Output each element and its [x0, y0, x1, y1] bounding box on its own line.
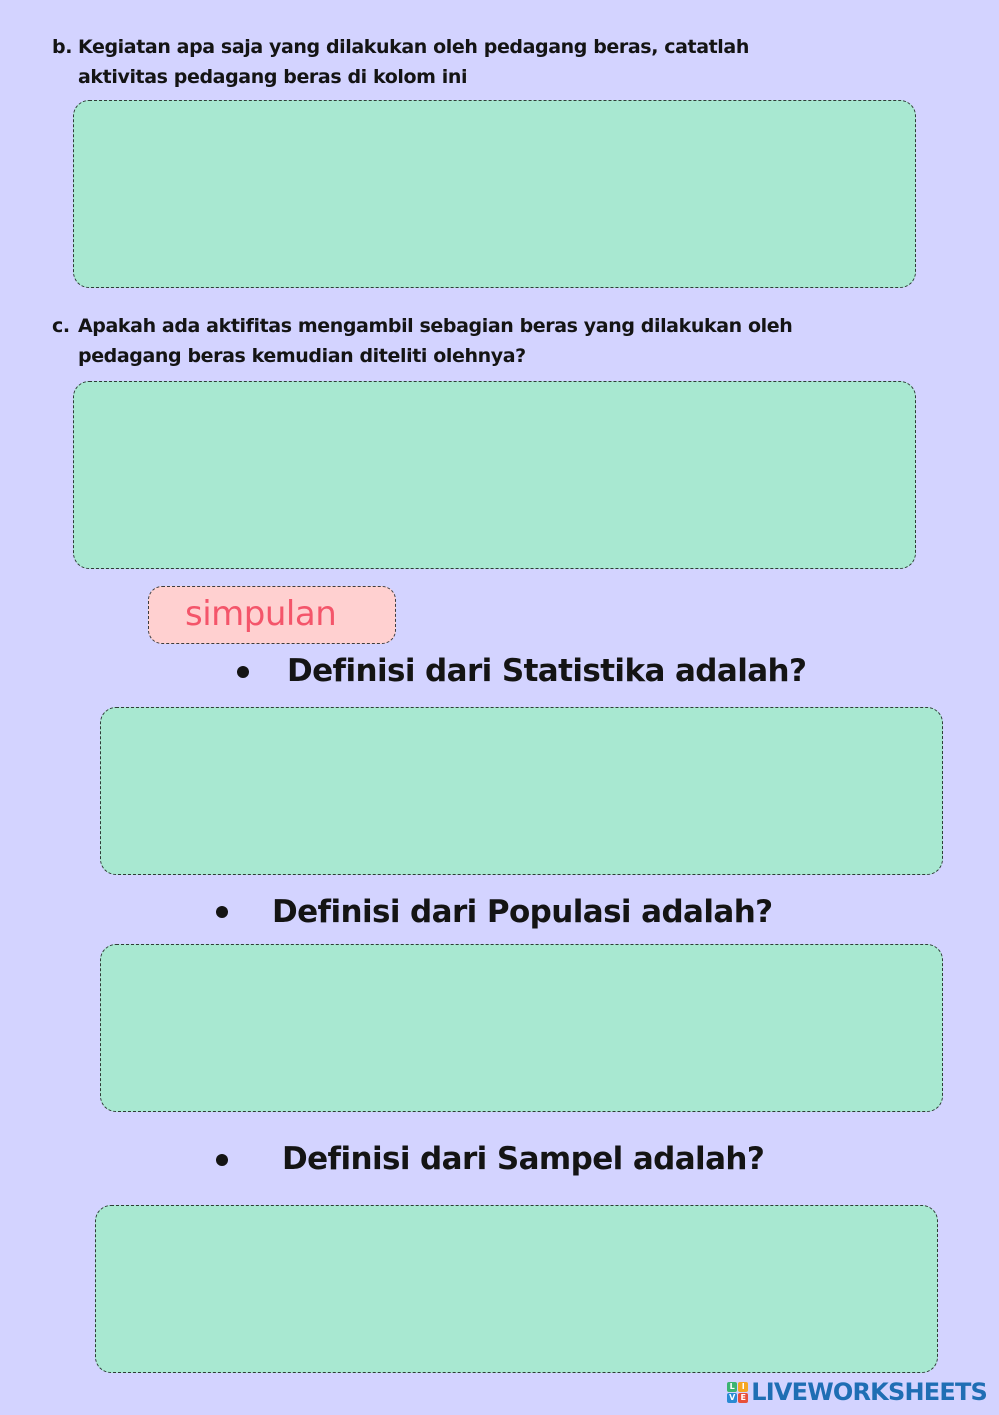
question-b-text: Kegiatan apa saja yang dilakukan oleh pedagang beras, catatlah aktivitas pedagang beras di kolom ini: [78, 36, 749, 88]
answer-box-b[interactable]: [73, 100, 916, 288]
bullet-populasi-icon: [216, 906, 228, 918]
answer-input-populasi[interactable]: [101, 945, 942, 1111]
question-sampel: Definisi dari Sampel adalah?: [282, 1141, 765, 1177]
question-statistika: Definisi dari Statistika adalah?: [287, 653, 807, 689]
answer-input-statistika[interactable]: [101, 708, 942, 874]
answer-box-statistika[interactable]: [100, 707, 943, 875]
question-populasi: Definisi dari Populasi adalah?: [272, 894, 773, 930]
bullet-statistika-icon: [237, 666, 249, 678]
liveworksheets-logo-text: LIVEWORKSHEETS: [751, 1378, 987, 1406]
answer-input-sampel[interactable]: [96, 1206, 937, 1372]
logo-icon-tile-v: V: [729, 1392, 736, 1402]
logo-icon-tile-e: E: [738, 1393, 748, 1403]
conclusion-label: simpulan: [185, 594, 337, 634]
question-c-text: Apakah ada aktifitas mengambil sebagian beras yang dilakukan oleh pedagang beras kemudian diteliti olehnya?: [78, 315, 793, 367]
answer-input-b[interactable]: [74, 101, 915, 287]
question-c: [52, 311, 792, 371]
question-b-letter: b.: [52, 36, 73, 58]
answer-input-c[interactable]: [74, 382, 915, 568]
liveworksheets-logo-icon: [727, 1382, 748, 1403]
question-c-letter: c.: [52, 315, 70, 337]
answer-box-sampel[interactable]: [95, 1205, 938, 1373]
answer-box-c[interactable]: [73, 381, 916, 569]
bullet-sampel-icon: [216, 1154, 228, 1166]
answer-box-populasi[interactable]: [100, 944, 943, 1112]
conclusion-label-pill: [148, 586, 396, 644]
question-b: [52, 32, 749, 92]
logo-icon-tile-i: I: [738, 1382, 748, 1392]
liveworksheets-logo: [727, 1377, 987, 1407]
logo-icon-tile-l: L: [727, 1382, 737, 1392]
